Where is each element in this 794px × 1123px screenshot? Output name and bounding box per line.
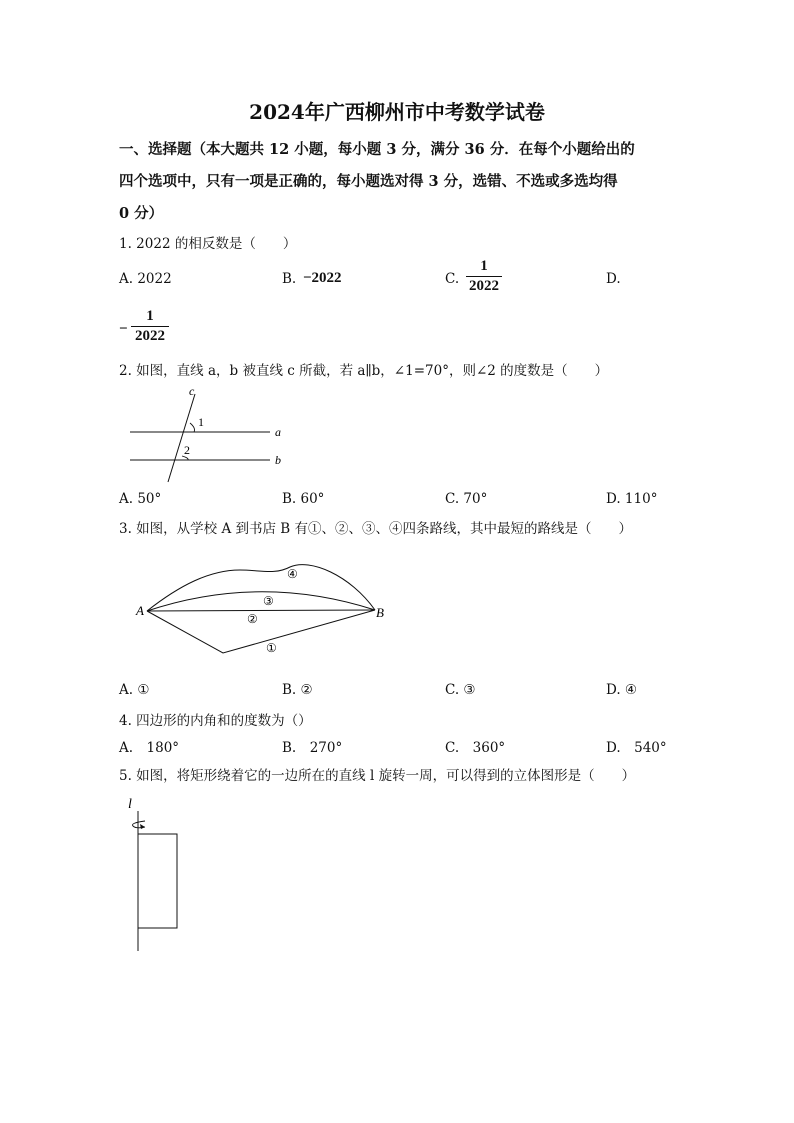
section-heading-line-2: 四个选项中，只有一项是正确的，每小题选对得 3 分，选错、不选或多选均得 <box>119 173 618 190</box>
routes-figure <box>130 555 400 665</box>
label-route-4: ④ <box>287 567 298 581</box>
angle-1-arc <box>190 423 195 432</box>
question-1-option-b-value: −2022 <box>303 270 342 286</box>
question-2-option-d: D. 110° <box>606 491 658 507</box>
line-c <box>168 394 195 482</box>
label-axis-l: l <box>128 797 132 812</box>
label-angle-1: 1 <box>198 415 204 429</box>
label-point-b: B <box>376 605 384 620</box>
question-5-stem: 5. 如图，将矩形绕着它的一边所在的直线 l 旋转一周，可以得到的立体图形是（ ） <box>119 768 636 784</box>
fraction-numerator: 1 <box>480 258 488 274</box>
label-angle-2: 2 <box>184 443 190 457</box>
fraction-denominator: 2022 <box>135 328 165 344</box>
rotation-figure <box>120 793 190 958</box>
route-1 <box>147 610 375 653</box>
fraction-numerator: 1 <box>146 308 154 324</box>
route-3 <box>147 592 375 611</box>
section-heading-line-1: 一、选择题（本大题共 12 小题，每小题 3 分，满分 36 分．在每个小题给出的 <box>119 141 635 158</box>
question-1-option-d-sign: − <box>119 321 128 337</box>
question-4-option-b: B. 270° <box>282 740 343 756</box>
question-3-stem: 3. 如图，从学校 A 到书店 B 有①、②、③、④四条路线，其中最短的路线是（ ） <box>119 521 633 537</box>
question-3-option-c: C. ③ <box>445 682 476 698</box>
question-2-option-a: A. 50° <box>119 491 162 507</box>
section-heading-line-3: 0 分） <box>119 205 164 222</box>
question-2-stem: 2. 如图，直线 a，b 被直线 c 所截，若 a∥b，∠1=70°，则∠2 的度数是（ ） <box>119 363 609 379</box>
question-1-option-d-fraction <box>131 308 169 345</box>
question-1-option-b-label: B. <box>282 271 297 287</box>
label-c: c <box>189 384 195 398</box>
fraction-bar <box>131 326 169 327</box>
question-3-option-b: B. ② <box>282 682 313 698</box>
label-route-2: ② <box>247 612 258 626</box>
label-route-1: ① <box>266 641 277 655</box>
page-title: 2024年广西柳州市中考数学试卷 <box>249 100 545 124</box>
question-4-option-c: C. 360° <box>445 740 506 756</box>
route-2 <box>147 610 375 611</box>
question-1-option-c-label: C. <box>445 271 460 287</box>
question-4-option-a: A. 180° <box>119 740 180 756</box>
parallel-lines-figure <box>120 382 300 490</box>
question-1-option-d-label: D. <box>606 271 621 287</box>
route-4 <box>147 565 375 611</box>
fraction-bar <box>466 276 502 277</box>
arrowhead-icon <box>140 824 145 829</box>
question-4-option-d: D. 540° <box>606 740 667 756</box>
question-2-option-c: C. 70° <box>445 491 488 507</box>
label-point-a: A <box>136 603 144 618</box>
question-1-option-a: A. 2022 <box>119 271 172 287</box>
rectangle-shape <box>138 834 177 928</box>
question-1-option-c-fraction <box>466 258 502 295</box>
question-3-option-a: A. ① <box>119 682 150 698</box>
question-1-stem: 1. 2022 的相反数是（ ） <box>119 236 297 252</box>
label-a: a <box>275 425 281 439</box>
question-2-option-b: B. 60° <box>282 491 325 507</box>
fraction-denominator: 2022 <box>469 278 499 294</box>
question-4-stem: 4. 四边形的内角和的度数为（） <box>119 713 312 729</box>
question-3-option-d: D. ④ <box>606 682 638 698</box>
label-route-3: ③ <box>263 594 274 608</box>
label-b: b <box>275 453 281 467</box>
